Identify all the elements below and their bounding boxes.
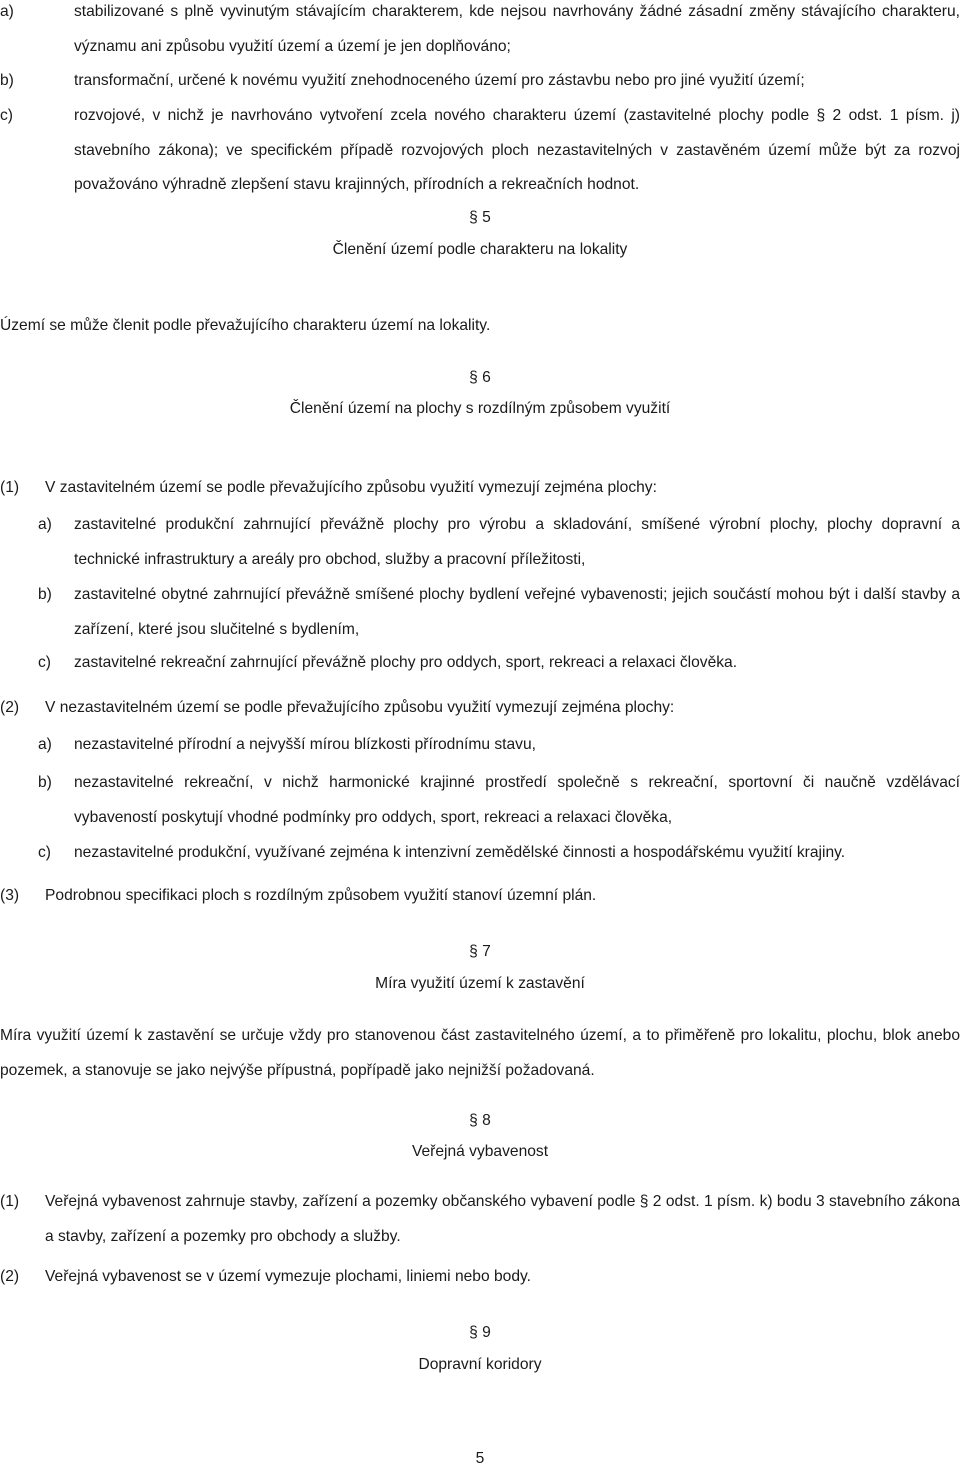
paragraph-text: Veřejná vybavenost se v území vymezuje plochami, liniemi nebo body. [45,1268,531,1285]
paragraph-1 [0,471,960,506]
paragraph-label: (3) [0,887,20,904]
list-item-c [0,99,960,203]
section-number: § 9 [469,1324,491,1341]
list-item-a [0,0,960,64]
section-title: Dopravní koridory [418,1356,542,1373]
section-number: § 8 [469,1112,491,1129]
list-item-label: b) [0,72,14,89]
list-item-b [0,578,960,647]
section-body: Území se může členit podle převažujícího charakteru území na lokality. [0,317,491,334]
section-title: Míra využití území k zastavění [375,975,585,992]
list-item-text: zastavitelné produkční zahrnující převážně plochy pro výrobu a skladování, smíšené výrobní plochy, plochy dopravní a technické infrastruktury a areály pro obchod, služby a pracovní příležitosti, [74,516,960,568]
section-number: § 6 [469,369,491,386]
list-item-label: a) [38,736,52,753]
section-title: Členění území podle charakteru na lokality [332,241,628,258]
list-item-a [0,728,960,763]
list-item-label: c) [0,107,13,124]
page-number: 5 [475,1450,485,1467]
list-item-b [0,64,960,99]
paragraph-label: (2) [0,699,20,716]
paragraph-1 [0,1185,960,1254]
paragraph-text: V nezastavitelném území se podle převažujícího způsobu využití vymezují zejména plochy: [45,699,675,716]
paragraph-2 [0,1260,960,1295]
paragraph-text: V zastavitelném území se podle převažujícího způsobu využití vymezují zejména plochy: [45,479,657,496]
list-item-label: c) [38,844,51,861]
list-item-label: b) [38,586,52,603]
paragraph-3 [0,879,960,914]
list-item-label: b) [38,774,52,791]
paragraph-text: Podrobnou specifikaci ploch s rozdílným způsobem využití stanoví územní plán. [45,887,597,904]
list-item-text: rozvojové, v nichž je navrhováno vytvoření zcela nového charakteru území (zastavitelné plochy podle § 2 odst. 1 písm. j) stavebního zákona); ve specifickém případě rozvojových ploch nezastavitelných v zastavěném území může být za rozvoj považováno výhradně zlepšení stavu krajinných, přírodních a rekreačních hodnot. [74,107,960,193]
list-item-a [0,508,960,577]
list-item-label: c) [38,654,51,671]
section-body: Míra využití území k zastavění se určuje vždy pro stanovenou část zastavitelného území, a to přiměřeně pro lokalitu, plochu, blok anebo pozemek, a stanovuje se jako nejvýše přípustná, popřípadě jako nejnižší požadovaná. [0,1027,960,1079]
section-title: Členění území na plochy s rozdílným způsobem využití [289,400,671,417]
paragraph-label: (1) [0,1193,20,1210]
list-item-text: nezastavitelné produkční, využívané zejména k intenzivní zemědělské činnosti a hospodářskému využití krajiny. [74,844,846,861]
list-item-text: transformační, určené k novému využití znehodnoceného území pro zástavbu nebo pro jiné využití území; [74,72,805,89]
list-item-text: nezastavitelné rekreační, v nichž harmonické krajinné prostředí společně s rekreační, sportovní či naučně vzdělávací vybaveností poskytují vhodné podmínky pro oddych, sport, rekreaci a relaxaci člověka, [74,774,960,826]
list-item-b [0,766,960,835]
section-title: Veřejná vybavenost [411,1143,549,1160]
paragraph-text: Veřejná vybavenost zahrnuje stavby, zařízení a pozemky občanského vybavení podle § 2 odst. 1 písm. k) bodu 3 stavebního zákona a stavby, zařízení a pozemky pro obchody a služby. [45,1193,960,1245]
section-number: § 5 [469,209,491,226]
list-item-c [0,646,960,681]
list-item-text: nezastavitelné přírodní a nejvyšší mírou blízkosti přírodnímu stavu, [74,736,536,753]
paragraph-2 [0,691,960,726]
list-item-label: a) [0,3,14,20]
paragraph-label: (1) [0,479,20,496]
list-item-text: stabilizované s plně vyvinutým stávajícím charakterem, kde nejsou navrhovány žádné zásadní změny stávajícího charakteru, významu ani způsobu využití území a území je jen doplňováno; [74,3,960,55]
list-item-text: zastavitelné obytné zahrnující převážně smíšené plochy bydlení veřejné vybavenosti; jejich součástí mohou být i další stavby a zařízení, které jsou slučitelné s bydlením, [74,586,960,638]
list-item-c [0,836,960,871]
list-item-label: a) [38,516,52,533]
section-number: § 7 [469,943,491,960]
paragraph-label: (2) [0,1268,20,1285]
list-item-text: zastavitelné rekreační zahrnující převážně plochy pro oddych, sport, rekreaci a relaxaci člověka. [74,654,738,671]
